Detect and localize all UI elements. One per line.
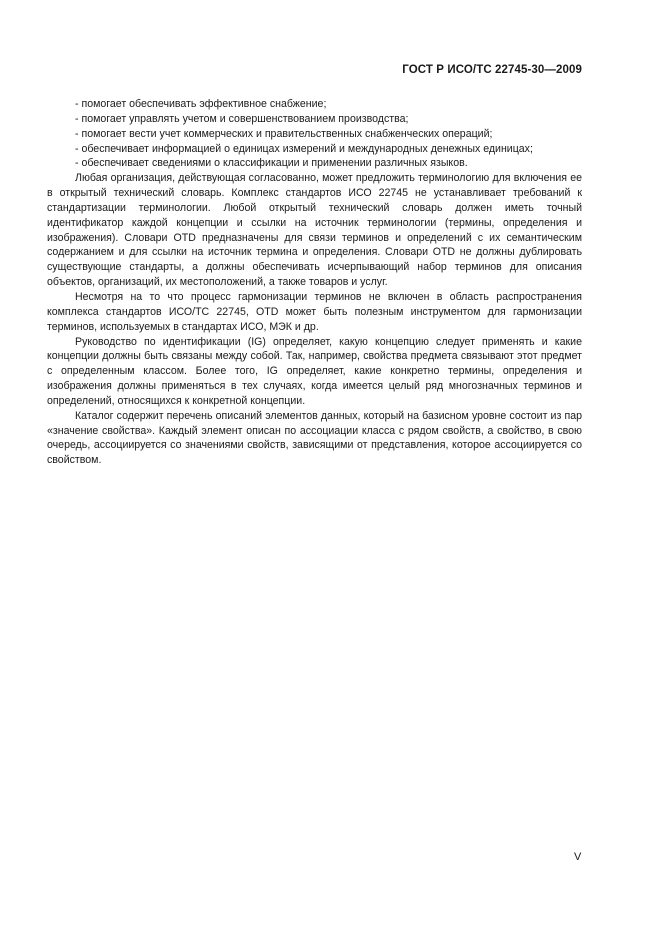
paragraph-harmonization: Несмотря на то что процесс гармонизации терминов не включен в область распространения комплекса стандартов ИСО/ТС 22745, OTD может быть полезным инструментом для гармонизации терминов, используемых в стандартах ИСО, МЭК и др. <box>47 290 582 333</box>
paragraph-catalog: Каталог содержит перечень описаний элементов данных, который на базисном уровне состоит из пар «значение свойства». Каждый элемент описан по ассоциации класса с рядом свойств, а свойство, в свою очередь, ассоциируется со значениями свойств, зависящими от представления, которое ассоциируется со свойством. <box>47 409 582 467</box>
document-header: ГОСТ Р ИСО/ТС 22745-30—2009 <box>402 64 582 76</box>
bullet-item: - помогает обеспечивать эффективное снабжение; <box>75 98 327 110</box>
document-body <box>47 97 582 468</box>
paragraph-identification-guide: Руководство по идентификации (IG) определяет, какую концепцию следует применять и какие концепции должны быть связаны между собой. Так, например, свойства предмета связывают этот предмет с определенным классом. Более того, IG определяет, какие конкретно термины, определения и изображения должны применяться в тех случаях, когда имеется целый ряд многозначных терминов и определений, относящихся к конкретной концепции. <box>47 335 582 407</box>
bullet-item: - помогает вести учет коммерческих и правительственных снабженческих операций; <box>75 127 493 140</box>
bullet-item: - обеспечивает информацией о единицах измерений и международных денежных единицах; <box>75 142 533 155</box>
paragraph-otd-terminology: Любая организация, действующая согласованно, может предложить терминологию для включения ее в открытый технический словарь. Комплекс стандартов ИСО 22745 не устанавливает требований к стандартизации терминологии. Любой открытый технический словарь должен иметь точный идентификатор каждой концепции и ссылки на источник терминологии (термины, определения и изображения). Словари OTD предназначены для связи терминов и определений с их семантическим содержанием и для ссылки на источник термина и определения. Словари OTD не должны дублировать существующие стандарты, а должны обеспечивать исчерпывающий набор терминов для описания объектов, организаций, их местоположений, а также товаров и услуг. <box>47 172 582 289</box>
page-number: V <box>574 851 582 863</box>
bullet-item: - помогает управлять учетом и совершенствованием производства; <box>75 112 409 125</box>
bullet-item: - обеспечивает сведениями о классификации и применении различных языков. <box>75 157 468 170</box>
